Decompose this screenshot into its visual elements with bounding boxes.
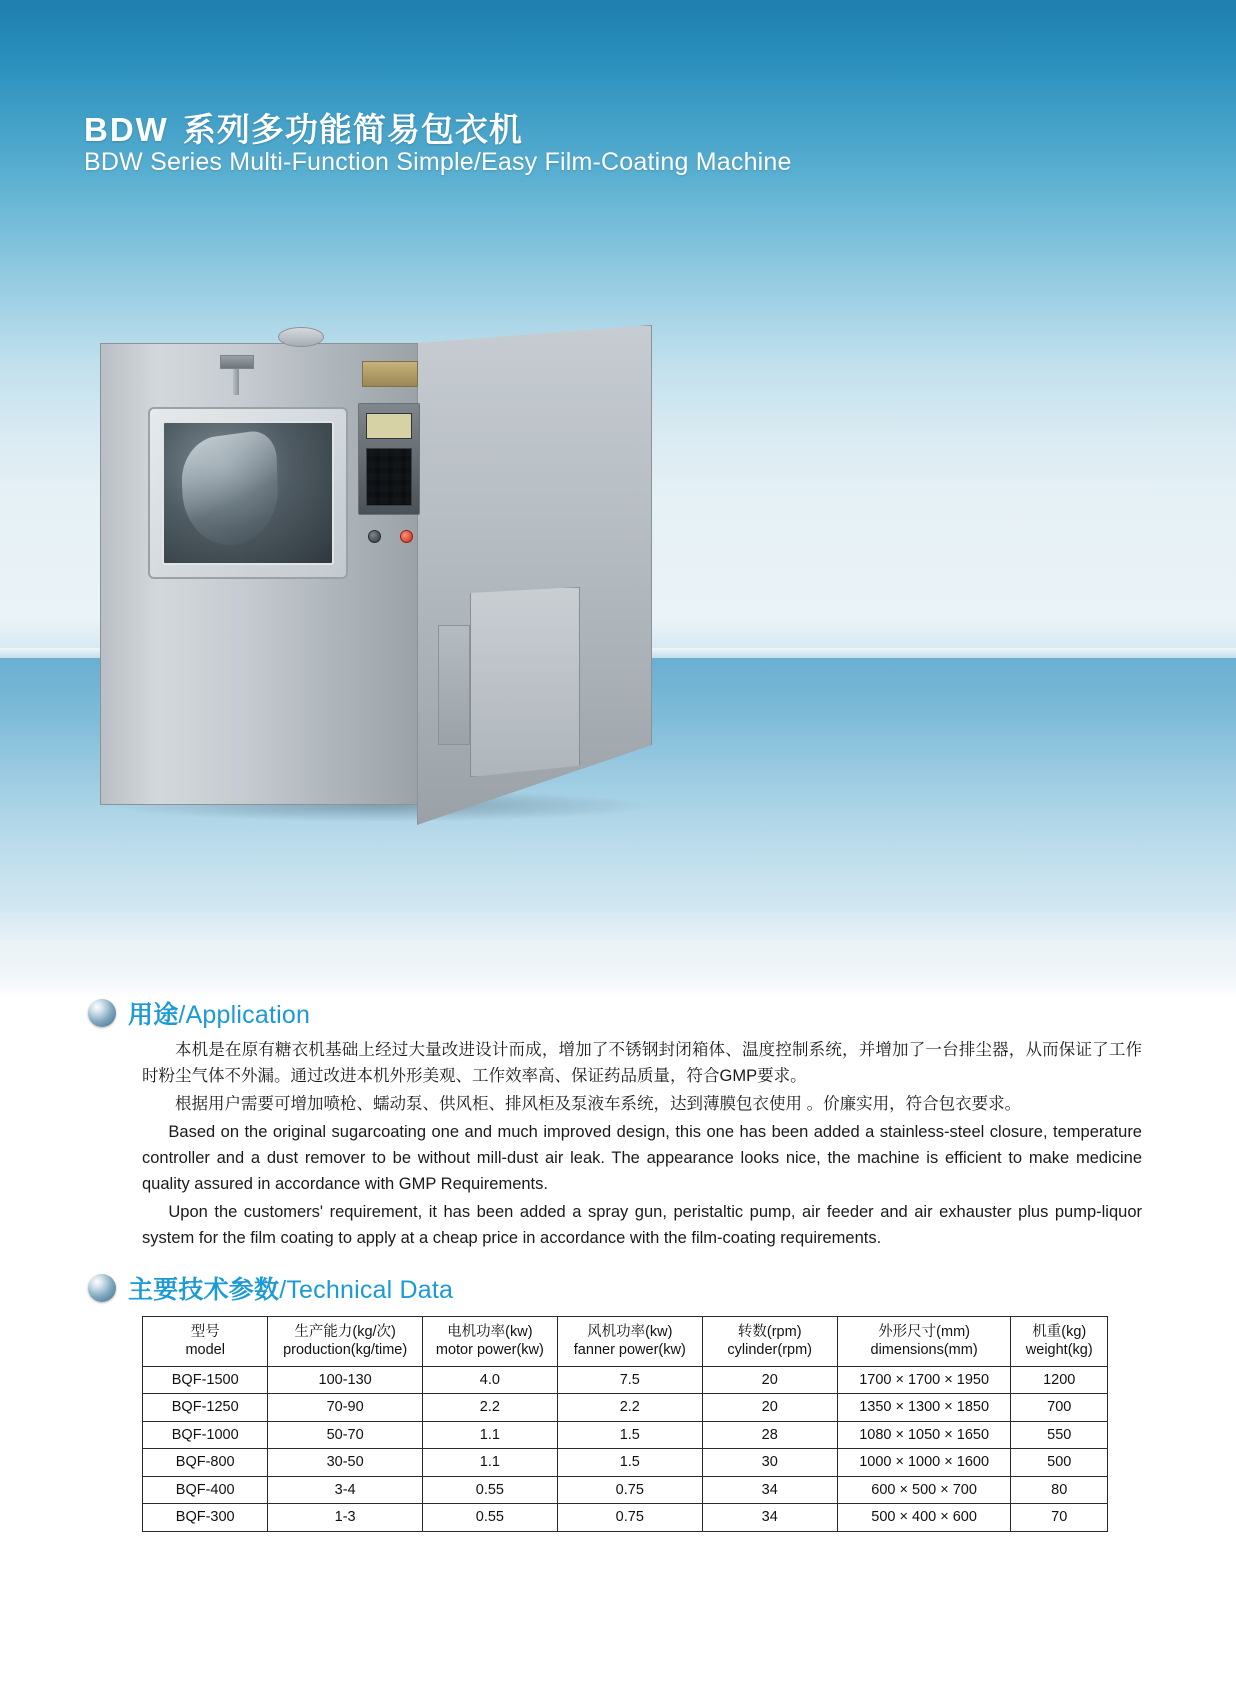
technical-title-zh: 主要技术参数 [128,1275,280,1304]
cell-cylinder-rpm: 20 [702,1366,837,1394]
column-header-weight-zh: 机重(kg) [1032,1323,1087,1340]
column-header-model [143,1316,268,1366]
title-model-code: BDW [84,111,169,148]
column-header-fanner-power-en: fanner power(kw) [573,1342,686,1359]
cell-motor-power: 0.55 [422,1476,557,1504]
cell-fanner-power: 1.5 [557,1421,702,1449]
cell-motor-power: 4.0 [422,1366,557,1394]
cell-dimensions: 1700 × 1700 × 1950 [837,1366,1011,1394]
cell-weight: 80 [1011,1476,1108,1504]
control-panel-display [366,413,412,439]
cell-model: BQF-1250 [143,1394,268,1422]
table-header-row [143,1316,1108,1366]
machine-gauge [220,355,254,369]
table-header [143,1316,1108,1366]
cell-model: BQF-800 [143,1449,268,1477]
column-header-weight-en: weight(kg) [1025,1342,1093,1359]
cell-model: BQF-300 [143,1504,268,1532]
cell-fanner-power: 1.5 [557,1449,702,1477]
machine-gauge-stem [233,369,239,395]
cell-weight: 70 [1011,1504,1108,1532]
cell-weight: 700 [1011,1394,1108,1422]
column-header-dimensions-en: dimensions(mm) [870,1342,978,1359]
application-section-header [88,995,1148,1031]
cell-production: 100-130 [268,1366,422,1394]
cell-model: BQF-1500 [143,1366,268,1394]
page-title-english: BDW Series Multi-Function Simple/Easy Film-Coating Machine [84,148,792,176]
cell-fanner-power: 0.75 [557,1504,702,1532]
column-header-cylinder-rpm-en: cylinder(rpm) [727,1342,813,1359]
technical-table-wrapper [88,1316,1148,1532]
cell-production: 50-70 [268,1421,422,1449]
column-header-production-en: production(kg/time) [283,1342,408,1359]
column-header-model-en: model [185,1342,225,1359]
cell-weight: 1200 [1011,1366,1108,1394]
application-paragraph-en-2: Upon the customers' requirement, it has been added a spray gun, peristaltic pump, air feeder and air exhauster plus pump-liquor system for the film coating to apply at a cheap price in accordance with the film-coating requirements. [142,1203,1142,1248]
technical-section-header [88,1270,1148,1306]
cell-model: BQF-400 [143,1476,268,1504]
cell-fanner-power: 7.5 [557,1366,702,1394]
machine-power-button [368,530,381,543]
machine-control-panel [358,403,420,515]
cell-motor-power: 1.1 [422,1421,557,1449]
table-row [143,1504,1108,1532]
table-row [143,1449,1108,1477]
application-title [128,995,310,1031]
cell-fanner-power: 2.2 [557,1394,702,1422]
column-header-motor-power [422,1316,557,1366]
column-header-motor-power-en: motor power(kw) [435,1342,544,1359]
cell-cylinder-rpm: 30 [702,1449,837,1477]
table-row [143,1366,1108,1394]
hero-bottom-fade [0,905,1236,1000]
cell-production: 3-4 [268,1476,422,1504]
cell-production: 1-3 [268,1504,422,1532]
column-header-weight [1011,1316,1108,1366]
application-paragraph-zh-1: 本机是在原有糖衣机基础上经过大量改进设计而成，增加了不锈钢封闭箱体、温度控制系统，并增加了一台排尘器，从而保证了工作时粉尘气体不外漏。通过改进本机外形美观、工作效率高、保证药品质量，符合GMP要求。 [142,1041,1142,1086]
application-title-en: Application [185,1001,311,1029]
column-header-cylinder-rpm [702,1316,837,1366]
page-title-chinese [84,104,523,151]
title-chinese-text: 系列多功能简易包衣机 [182,111,523,148]
application-title-separator: / [178,1001,186,1029]
cell-dimensions: 600 × 500 × 700 [837,1476,1011,1504]
cell-weight: 500 [1011,1449,1108,1477]
machine-door-window [162,421,334,565]
control-panel-keypad [366,448,412,506]
cell-cylinder-rpm: 28 [702,1421,837,1449]
cell-cylinder-rpm: 34 [702,1504,837,1532]
cell-production: 70-90 [268,1394,422,1422]
machine-vent-strip [438,625,470,745]
machine-door [148,407,348,579]
column-header-model-zh: 型号 [190,1323,220,1340]
table-row [143,1421,1108,1449]
cell-dimensions: 1000 × 1000 × 1600 [837,1449,1011,1477]
application-body [88,1037,1148,1252]
application-title-zh: 用途 [128,1001,179,1029]
sphere-bullet-icon [88,1274,116,1302]
column-header-production-zh: 生产能力(kg/次) [294,1323,396,1340]
cell-cylinder-rpm: 20 [702,1394,837,1422]
column-header-fanner-power-zh: 风机功率(kw) [587,1323,673,1340]
technical-title [128,1270,453,1306]
cell-fanner-power: 0.75 [557,1476,702,1504]
table-row [143,1476,1108,1504]
cell-motor-power: 0.55 [422,1504,557,1532]
cell-weight: 550 [1011,1421,1108,1449]
application-paragraph-en-1: Based on the original sugarcoating one and much improved design, this one has been added a stainless-steel closure, temperature controller and a dust remover to be without mill-dust air leak. The appearance looks nice, the machine is efficient to make medicine quality assured in accordance with GMP Requirements. [142,1123,1142,1194]
cell-dimensions: 1080 × 1050 × 1650 [837,1421,1011,1449]
column-header-dimensions-zh: 外形尺寸(mm) [878,1323,971,1340]
column-header-motor-power-zh: 电机功率(kw) [447,1323,533,1340]
content-area [0,995,1236,1532]
technical-data-table [142,1316,1108,1532]
table-body [143,1366,1108,1531]
machine-side-access-panel [470,587,580,777]
column-header-production [268,1316,422,1366]
cell-motor-power: 2.2 [422,1394,557,1422]
machine-emergency-stop-button [400,530,413,543]
machine-top-port [278,327,324,347]
column-header-dimensions [837,1316,1011,1366]
film-coating-machine-photo [100,325,675,845]
sphere-bullet-icon [88,999,116,1027]
column-header-fanner-power [557,1316,702,1366]
cell-dimensions: 1350 × 1300 × 1850 [837,1394,1011,1422]
cell-cylinder-rpm: 34 [702,1476,837,1504]
column-header-cylinder-rpm-zh: 转数(rpm) [737,1323,802,1340]
cell-model: BQF-1000 [143,1421,268,1449]
page-footer-space [0,1620,1236,1683]
cell-production: 30-50 [268,1449,422,1477]
cell-dimensions: 500 × 400 × 600 [837,1504,1011,1532]
cell-motor-power: 1.1 [422,1449,557,1477]
machine-nameplate [362,361,418,387]
table-row [143,1394,1108,1422]
technical-title-separator: / [279,1275,287,1304]
application-paragraph-zh-2: 根据用户需要可增加喷枪、蠕动泵、供风柜、排风柜及泵液车系统，达到薄膜包衣使用 。价廉实用，符合包衣要求。 [175,1095,1022,1114]
technical-title-en: Technical Data [286,1275,454,1304]
